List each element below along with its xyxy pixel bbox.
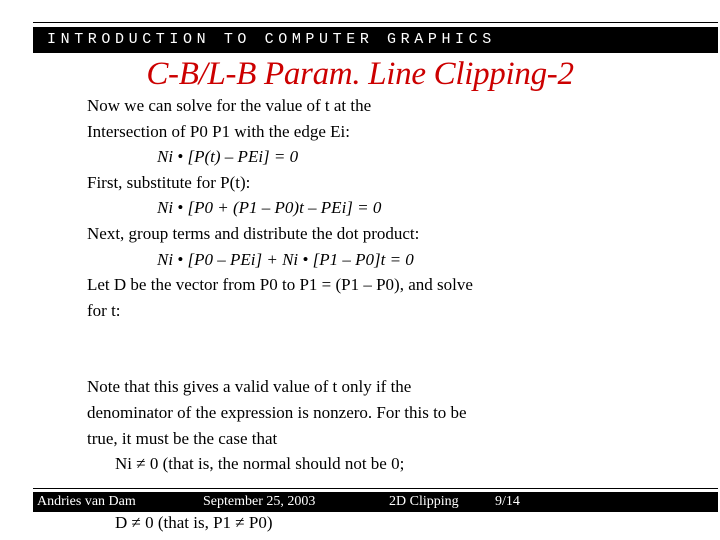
overflow-line: D ≠ 0 (that is, P1 ≠ P0) bbox=[115, 513, 273, 532]
footer-page: 9/14 bbox=[495, 494, 520, 509]
body-line: Ni ≠ 0 (that is, the normal should not be 0; bbox=[115, 454, 405, 474]
slide-body bbox=[87, 93, 647, 477]
body-line: for t: bbox=[87, 300, 121, 320]
footer-topic: 2D Clipping bbox=[389, 494, 459, 509]
body-line: Let D be the vector from P0 to P1 = (P1 – P0), and solve bbox=[87, 275, 473, 295]
body-line: denominator of the expression is nonzero. For this to be bbox=[87, 402, 467, 422]
footer-author: Andries van Dam bbox=[37, 494, 136, 509]
slide-title: C-B/L-B Param. Line Clipping-2 bbox=[146, 56, 574, 92]
header-bar bbox=[33, 27, 718, 53]
body-line: Note that this gives a valid value of t only if the bbox=[87, 377, 412, 397]
header-rule bbox=[33, 22, 718, 23]
equation-line: Ni • [P0 + (P1 – P0)t – PEi] = 0 bbox=[157, 198, 382, 218]
equation-line: Ni • [P(t) – PEi] = 0 bbox=[157, 147, 299, 167]
body-line: true, it must be the case that bbox=[87, 428, 278, 448]
body-line: First, substitute for P(t): bbox=[87, 172, 251, 192]
equation-line: Ni • [P0 – PEi] + Ni • [P1 – P0]t = 0 bbox=[157, 249, 414, 269]
course-title: INTRODUCTION TO COMPUTER GRAPHICS bbox=[47, 31, 496, 48]
body-line: Now we can solve for the value of t at the bbox=[87, 96, 372, 115]
body-line: Intersection of P0 P1 with the edge Ei: bbox=[87, 121, 350, 141]
footer-date: September 25, 2003 bbox=[203, 494, 316, 509]
footer-rule bbox=[33, 488, 718, 489]
footer-bar bbox=[33, 492, 718, 512]
body-line: Next, group terms and distribute the dot product: bbox=[87, 223, 420, 243]
equation-placeholder bbox=[87, 323, 647, 374]
